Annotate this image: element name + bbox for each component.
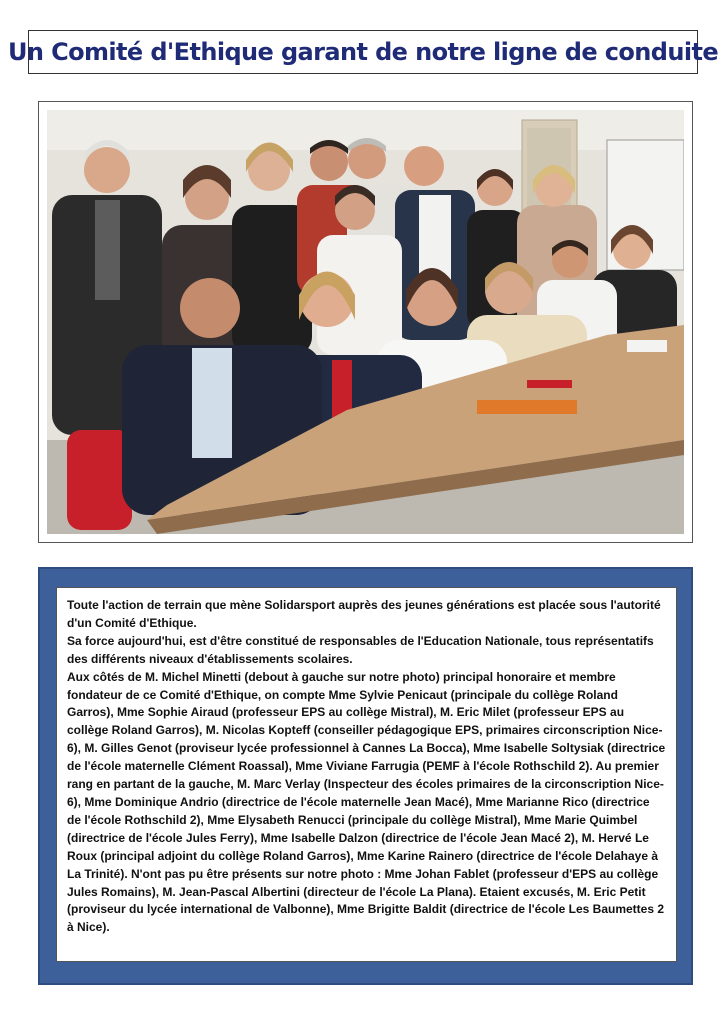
paragraph-intro: Toute l'action de terrain que mène Solidarsport auprès des jeunes générations est placée sous l'autorité d'un Comité d'Ethique. — [67, 598, 661, 630]
title-box — [7, 30, 719, 74]
group-photo-illustration — [47, 110, 684, 534]
article-panel — [38, 567, 693, 985]
paragraph-members: Aux côtés de M. Michel Minetti (debout à gauche sur notre photo) principal honoraire et membre fondateur de ce Comité d'Ethique, on compte Mme Sylvie Penicaut (principale du collège Roland Garros), Mme Sophie Airaud (professeur EPS au collège Mistral), M. Eric Milet (professeur EPS au collège Roland Garros), M. Nicolas Kopteff (conseiller pédagogique EPS, primaires circonscription Nice-6), M. Gilles Genot (proviseur lycée professionnel à Cannes La Bocca), Mme Isabelle Soltysiak (directrice de l'école maternelle Clément Roassal), Mme Viviane Farrugia (PEMF à l'école Rothschild 2). Au premier rang en partant de la gauche, M. Marc Verlay (Inspecteur des écoles primaires de la circonscription Nice-6), Mme Dominique Andrio (directrice de l'école maternelle Jean Macé), Mme Marianne Rico (directrice de l'école Rothschild 2), Mme Elysabeth Renucci (principale du collège Mistral), Mme Marie Quimbel (directrice de l'école Jules Ferry), Mme Isabelle Dalzon (directrice de l'école Jean Macé 2), M. Hervé Le Roux (principal adjoint du collège Roland Garros), Mme Karine Rainero (directrice de l'école Delahaye à La Trinité). N'ont pas pu être présents sur notre photo : Mme Johan Fablet (professeur d'EPS au collège Jules Romains), M. Jean-Pascal Albertini (directeur de l'école La Plana). Etaient excusés, M. Eric Petit (proviseur du lycée international de Valbonne), Mme Brigitte Baldit (directrice de l'école Les Baumettes 2 à Nice). — [67, 669, 666, 935]
paragraph-composition: Sa force aujourd'hui, est d'être constitué de responsables de l'Education Nationale, tous représentatifs des différents niveaux d'établissements scolaires. — [67, 633, 654, 666]
page-title: Un Comité d'Ethique garant de notre ligne de conduite — [7, 38, 719, 66]
group-photo — [47, 110, 684, 534]
article-body — [56, 587, 677, 962]
photo-frame — [38, 101, 693, 543]
